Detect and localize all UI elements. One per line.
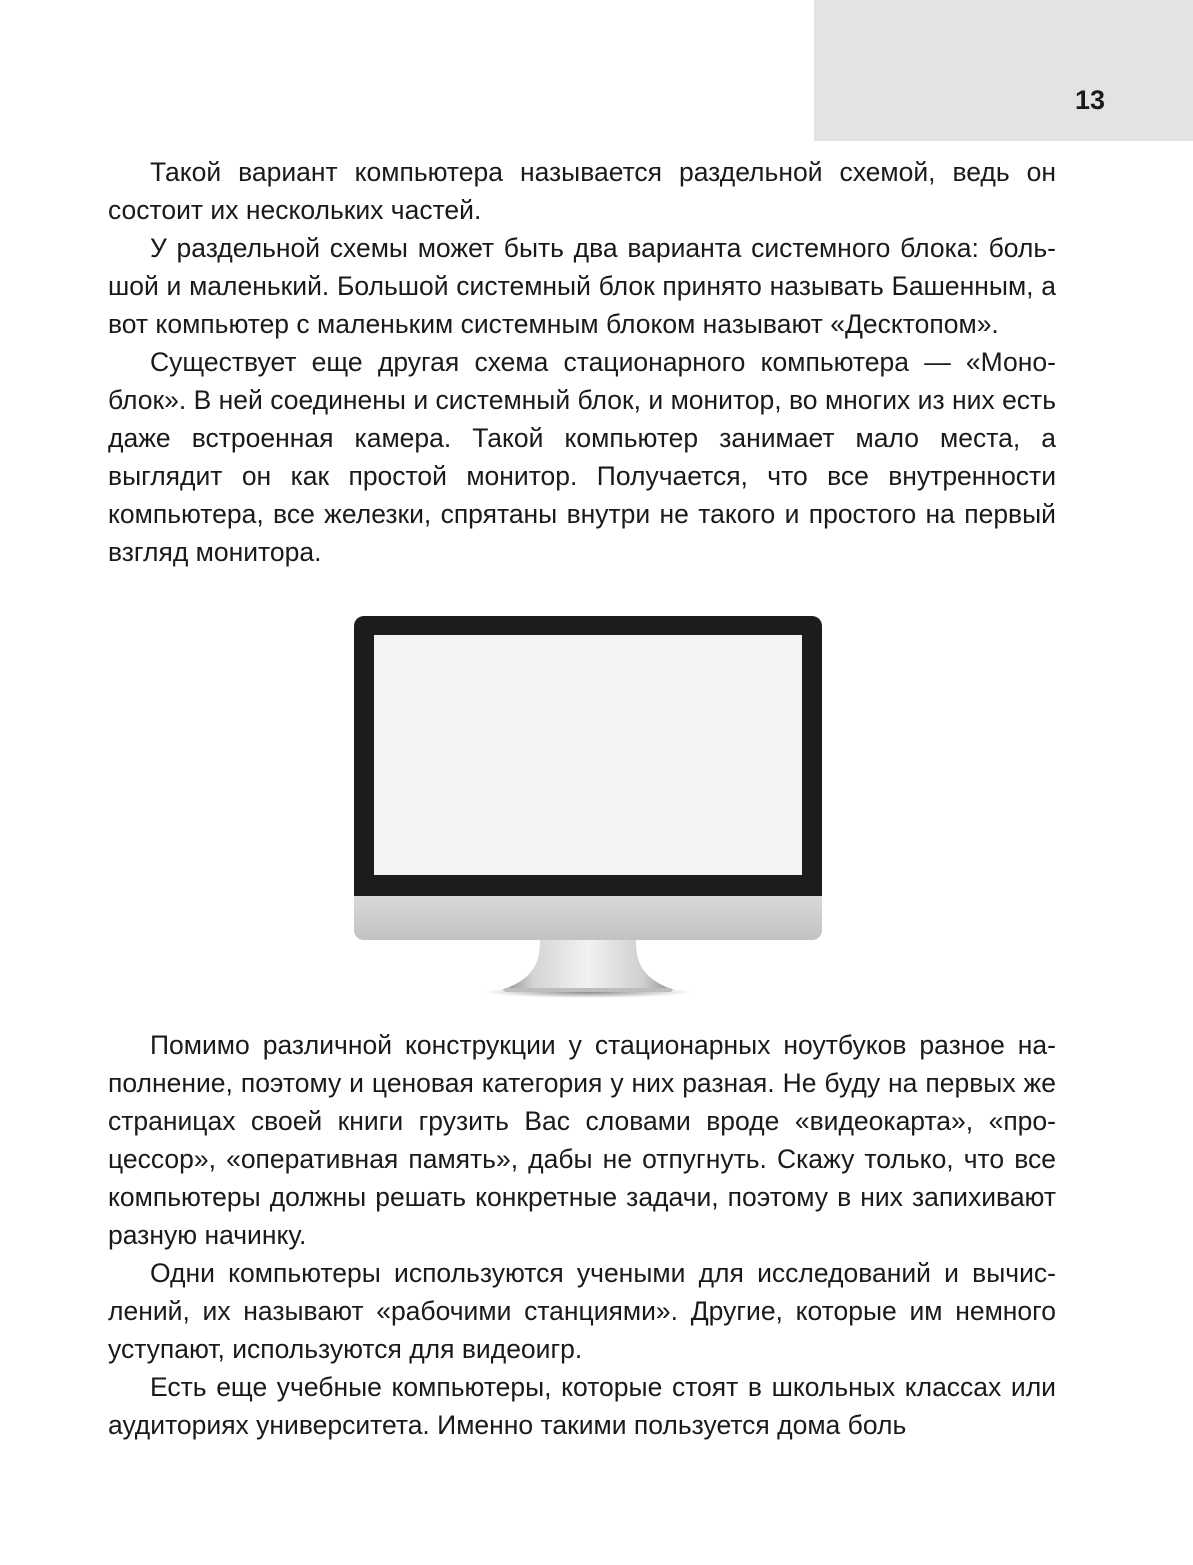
monitor-screen xyxy=(374,635,802,875)
top-text-block xyxy=(108,153,1056,571)
paragraph: У раздельной схемы может быть два варианта системного блока: большой и маленький. Большой системный блок принято называть Башенным, а вот компьютер с маленьким системным блоком называют «Десктопом». xyxy=(108,233,1056,339)
paragraph: Существует еще другая схема стационарного компьютера — «Моноблок». В ней соединены и системный блок, и монитор, во многих из них есть даже встроенная камера. Такой компьютер занимает мало места, а выглядит он как простой монитор. Получается, что все внутренности компьютера, все железки, спрятаны внутри не такого и простого на первый взгляд монитора. xyxy=(108,347,1056,567)
paragraph: Такой вариант компьютера называется раздельной схемой, ведь он состоит их нескольких частей. xyxy=(108,157,1056,225)
monitor-chin xyxy=(354,896,822,940)
monitor-bezel xyxy=(354,616,822,896)
paragraph: Помимо различной конструкции у стационарных ноутбуков разное наполнение, поэтому и ценовая категория у них разная. Не буду на первых же страницах своей книги грузить Вас словами вроде «видеокарта», «процессор», «оперативная память», дабы не отпугнуть. Скажу только, что все компьютеры должны решать конкретные задачи, поэтому в них запихивают разную начинку. xyxy=(108,1030,1056,1250)
page-number-tab xyxy=(814,0,1193,141)
stand-base xyxy=(504,988,672,992)
monoblock-monitor-icon xyxy=(354,616,822,1006)
paragraph: Одни компьютеры используются учеными для исследований и вычислений, их называют «рабочими станциями». Другие, которые им немного уступают, используются для видеоигр. xyxy=(108,1258,1056,1364)
stand-neck xyxy=(502,940,674,990)
bottom-text-block xyxy=(108,1026,1056,1444)
monitor-stand xyxy=(354,940,822,1006)
paragraph: Есть еще учебные компьютеры, которые стоят в школьных классах или аудиториях университета. Именно такими пользуется дома боль xyxy=(108,1372,1056,1440)
page-number: 13 xyxy=(1074,85,1105,115)
